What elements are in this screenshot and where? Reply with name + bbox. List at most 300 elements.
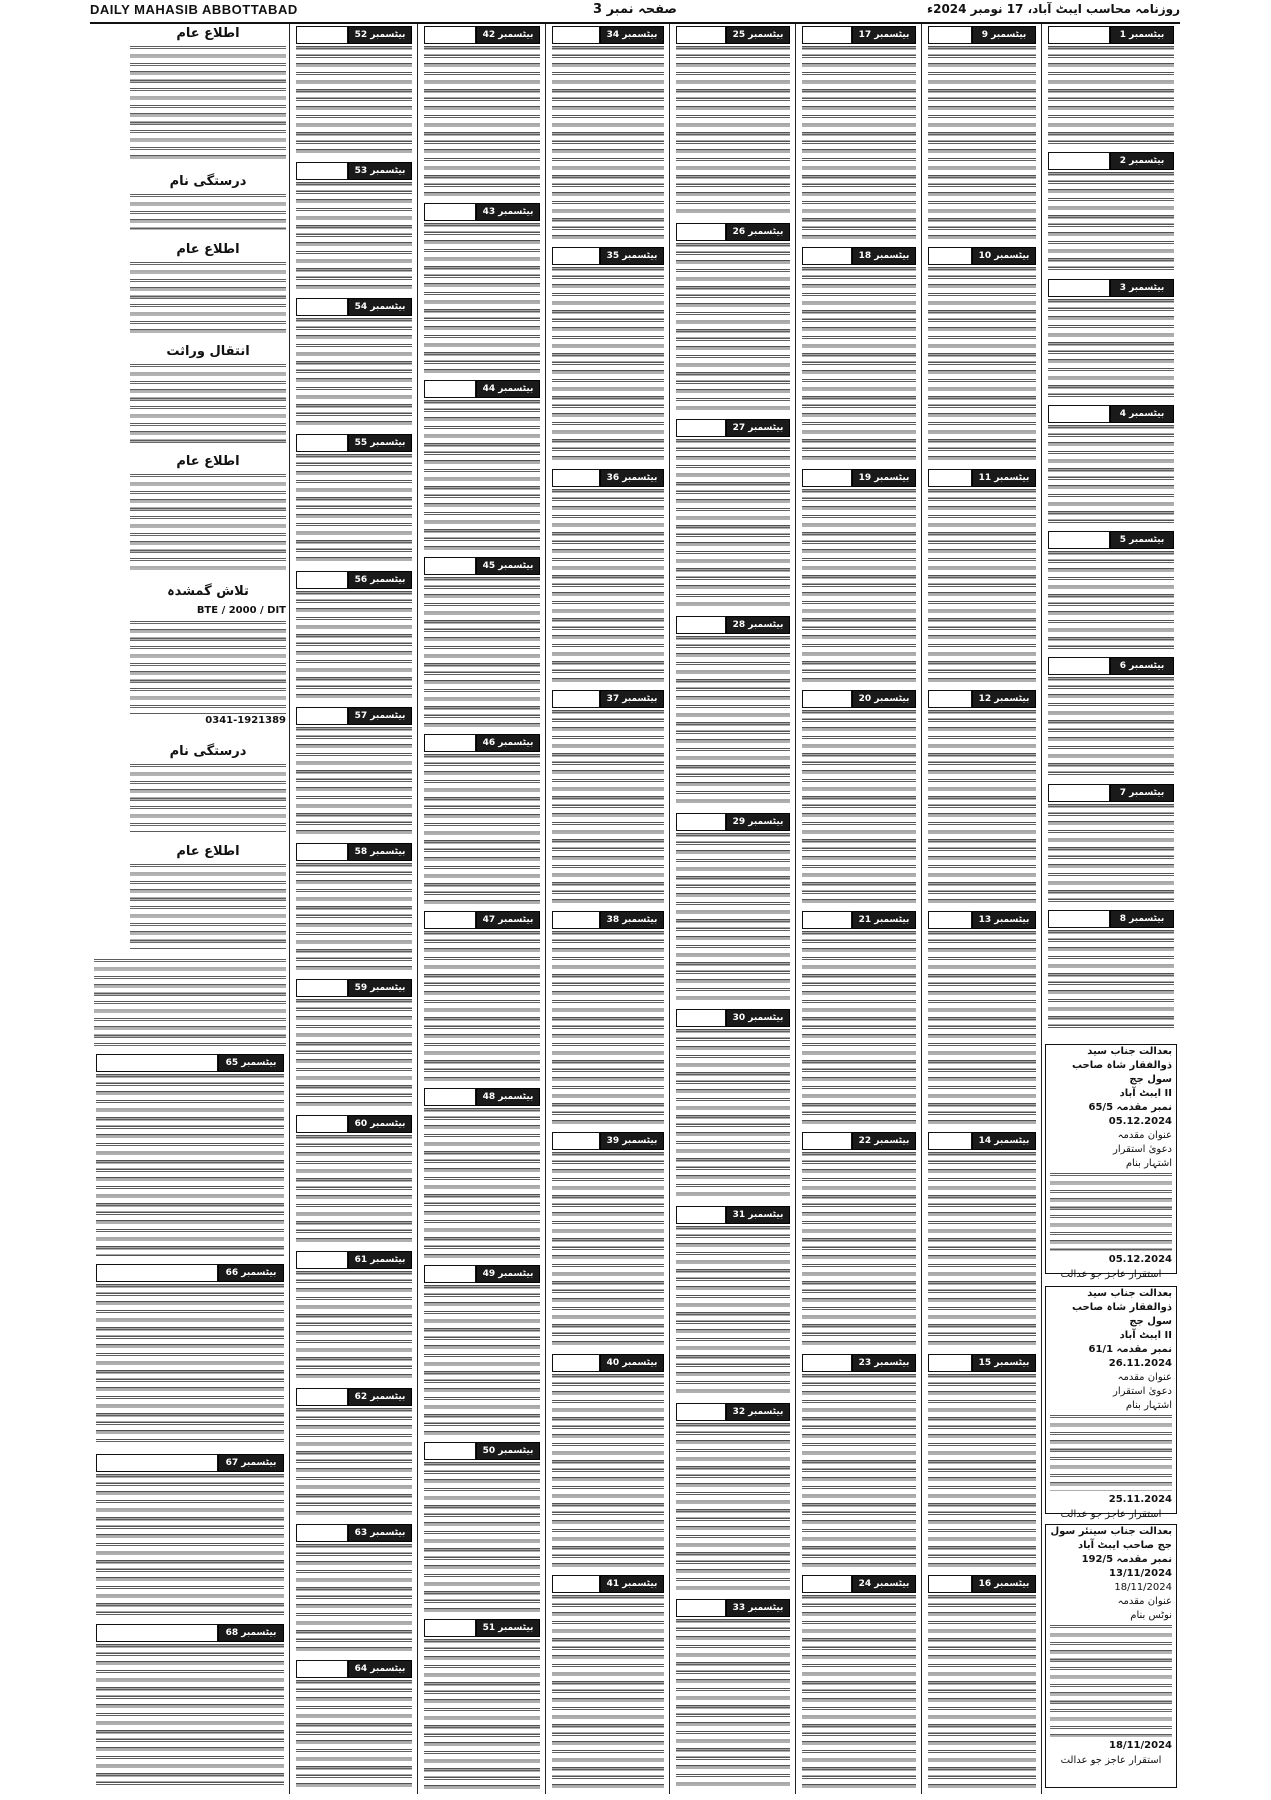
notice-body-text (296, 863, 412, 973)
notice-body-text (802, 46, 916, 241)
classified-notice (802, 1354, 916, 1571)
notice-body-text (424, 46, 540, 197)
notice-body-text (1048, 930, 1174, 1030)
court-line: دعویٰ استقرار (1113, 1386, 1172, 1397)
notice-frame (424, 1442, 476, 1460)
classified-notice (928, 690, 1036, 907)
notice-frame (928, 911, 972, 929)
notice-label: بیٹسمبر 65 (218, 1054, 284, 1072)
notice-label: بیٹسمبر 3 (1110, 279, 1174, 297)
notice-frame (802, 247, 852, 265)
notice-label: بیٹسمبر 31 (726, 1206, 790, 1224)
court-line: عنوان مقدمہ (1117, 1130, 1172, 1141)
notice-frame (552, 1132, 600, 1150)
notice-header (424, 1442, 540, 1460)
notice-body-text (928, 1595, 1036, 1790)
notice-header (424, 1265, 540, 1283)
notice-frame (296, 162, 348, 180)
notice-label: بیٹسمبر 29 (726, 813, 790, 831)
notice-heading: اطلاع عام (176, 454, 240, 469)
notice-frame (424, 557, 476, 575)
notice-frame (296, 298, 348, 316)
court-date: 18/11/2024 (1109, 1740, 1172, 1751)
notice-frame (96, 1624, 218, 1642)
notice-header (1048, 657, 1174, 675)
classified-notice (424, 911, 540, 1084)
notice-frame (552, 1354, 600, 1372)
classified-notice (802, 911, 916, 1128)
notice-header (676, 26, 790, 44)
classified-notice (424, 1265, 540, 1438)
notice-text (130, 604, 286, 730)
notice-body-text (676, 1423, 790, 1594)
notice-frame (676, 1403, 726, 1421)
classified-notice (1048, 26, 1174, 148)
notice-header (676, 223, 790, 241)
notice-label: بیٹسمبر 23 (852, 1354, 916, 1372)
notice-header (1048, 531, 1174, 549)
notice-body-text (96, 1474, 284, 1617)
classified-notice (928, 1575, 1036, 1792)
notice-text (130, 474, 286, 572)
court-date: 25.11.2024 (1108, 1494, 1172, 1505)
notice-header (802, 247, 916, 265)
notice-body-text (552, 1152, 664, 1347)
notice-frame (802, 1132, 852, 1150)
notice-body-text (424, 1462, 540, 1613)
notice-body-text (676, 243, 790, 414)
classified-notice (296, 1115, 412, 1247)
court-heading: بعدالت جناب سید ذوالفقار شاہ صاحب سول جج (1071, 1046, 1172, 1085)
notice-label: بیٹسمبر 1 (1110, 26, 1174, 44)
notice-frame (928, 1575, 972, 1593)
classified-notice (552, 911, 664, 1128)
court-subheading: II ایبٹ آباد (1119, 1330, 1172, 1341)
notice-label: بیٹسمبر 2 (1110, 152, 1174, 170)
notice-body-text (928, 46, 1036, 241)
classified-notice (424, 734, 540, 907)
notice-text (130, 364, 286, 444)
notice-body-text (802, 1374, 916, 1569)
notice-label: بیٹسمبر 27 (726, 419, 790, 437)
classified-notice (296, 26, 412, 158)
court-line: 18/11/2024 (1114, 1582, 1172, 1593)
classified-notice (928, 1132, 1036, 1349)
notice-header (424, 380, 540, 398)
classified-notice (676, 1599, 790, 1792)
classified-notice (928, 1354, 1036, 1571)
notice-body-text (424, 223, 540, 374)
notice-frame (424, 734, 476, 752)
notice-text (130, 262, 286, 334)
notice-body-text (552, 1374, 664, 1569)
notice-header (424, 734, 540, 752)
classified-notice (1048, 531, 1174, 653)
classified-notice (296, 1660, 412, 1792)
notice-header (296, 1115, 412, 1133)
notice-label: بیٹسمبر 44 (476, 380, 540, 398)
classified-notice (676, 813, 790, 1006)
classified-notice (552, 1575, 664, 1792)
notice-frame (1048, 531, 1110, 549)
notice-label: بیٹسمبر 33 (726, 1599, 790, 1617)
notice-label: بیٹسمبر 52 (348, 26, 412, 44)
notice-body-text (928, 267, 1036, 462)
notice-frame (296, 1115, 348, 1133)
classified-notice (802, 247, 916, 464)
notice-header (96, 1624, 284, 1642)
notice-label: بیٹسمبر 47 (476, 911, 540, 929)
notice-header (424, 1088, 540, 1106)
notice-frame (424, 1619, 476, 1637)
court-line: دعویٰ استقرار (1113, 1144, 1172, 1155)
column-c4 (669, 24, 796, 1794)
masthead (90, 0, 1180, 24)
notice-label: بیٹسمبر 32 (726, 1403, 790, 1421)
notice-frame (1048, 910, 1110, 928)
notice-body-text (296, 591, 412, 701)
notice-label: بیٹسمبر 61 (348, 1251, 412, 1269)
notice-header (928, 1354, 1036, 1372)
notice-label: بیٹسمبر 53 (348, 162, 412, 180)
notice-header (802, 1132, 916, 1150)
notice-body-text (424, 577, 540, 728)
notice-header (424, 26, 540, 44)
notice-frame (552, 247, 600, 265)
notice-text (130, 764, 286, 832)
notice-frame (296, 1251, 348, 1269)
notice-frame (552, 1575, 600, 1593)
notice-label: بیٹسمبر 41 (600, 1575, 664, 1593)
notice-label: بیٹسمبر 54 (348, 298, 412, 316)
classified-page (90, 24, 1180, 1794)
classified-notice (1048, 657, 1174, 779)
notice-header (552, 1575, 664, 1593)
notice-frame (96, 1054, 218, 1072)
classified-notice (296, 979, 412, 1111)
column-c3 (795, 24, 922, 1794)
classified-notice (296, 434, 412, 566)
notice-text (130, 194, 286, 230)
classified-notice (296, 843, 412, 975)
notice-header (296, 843, 412, 861)
notice-frame (552, 26, 600, 44)
notice-header (1048, 152, 1174, 170)
notice-frame (424, 380, 476, 398)
notice-frame (552, 469, 600, 487)
classified-notice (552, 1354, 664, 1571)
notice-label: بیٹسمبر 22 (852, 1132, 916, 1150)
classified-notice (676, 26, 790, 219)
classified-notice (552, 1132, 664, 1349)
notice-header (1048, 784, 1174, 802)
classified-notice (1048, 152, 1174, 274)
notice-frame (928, 690, 972, 708)
notice-frame (676, 223, 726, 241)
column-c7 (289, 24, 418, 1794)
notice-label: بیٹسمبر 15 (972, 1354, 1036, 1372)
classified-notice (676, 1403, 790, 1596)
notice-header (928, 26, 1036, 44)
notice-label: بیٹسمبر 50 (476, 1442, 540, 1460)
classified-notice (424, 557, 540, 730)
notice-label: بیٹسمبر 68 (218, 1624, 284, 1642)
notice-frame (802, 1575, 852, 1593)
classified-notice (1048, 279, 1174, 401)
reference-code: BTE / 2000 / DIT (130, 604, 286, 617)
phone-number: 0341-1921389 (130, 714, 286, 727)
notice-label: بیٹسمبر 67 (218, 1454, 284, 1472)
notice-header (296, 162, 412, 180)
notice-label: بیٹسمبر 62 (348, 1388, 412, 1406)
notice-header (676, 1403, 790, 1421)
classified-notice (676, 223, 790, 416)
notice-frame (928, 1354, 972, 1372)
court-line: اشتہار بنام (1125, 1400, 1172, 1411)
notice-header (424, 557, 540, 575)
notice-body-text (1048, 299, 1174, 399)
notice-header (1048, 910, 1174, 928)
notice-header (928, 247, 1036, 265)
notice-body-text (552, 267, 664, 462)
classified-notice (802, 469, 916, 686)
notice-label: بیٹسمبر 66 (218, 1264, 284, 1282)
notice-text (130, 864, 286, 950)
notice-frame (96, 1264, 218, 1282)
notice-body-text (552, 46, 664, 241)
notice-label: بیٹسمبر 55 (348, 434, 412, 452)
notice-body-text (1048, 425, 1174, 525)
notice-text (94, 959, 286, 1049)
court-stamp: استقرار عاجز جو عدالت (1060, 1509, 1162, 1520)
notice-header (552, 1132, 664, 1150)
notice-label: بیٹسمبر 57 (348, 707, 412, 725)
notice-frame (676, 1009, 726, 1027)
court-heading: بعدالت جناب سینئر سول جج صاحب ایبٹ آباد (1050, 1526, 1172, 1551)
notice-body-text (928, 1374, 1036, 1569)
notice-body-text (296, 182, 412, 292)
notice-header (676, 616, 790, 634)
notice-body-text (928, 1152, 1036, 1347)
notice-label: بیٹسمبر 14 (972, 1132, 1036, 1150)
notice-frame (802, 1354, 852, 1372)
notice-label: بیٹسمبر 34 (600, 26, 664, 44)
notice-label: بیٹسمبر 26 (726, 223, 790, 241)
notice-header (1048, 26, 1174, 44)
notice-header (676, 1206, 790, 1224)
notice-body-text (676, 636, 790, 807)
notice-header (424, 203, 540, 221)
notice-label: بیٹسمبر 48 (476, 1088, 540, 1106)
notice-label: بیٹسمبر 49 (476, 1265, 540, 1283)
issue-date: روزنامہ محاسب ایبٹ آباد، 17 نومبر 2024ء (926, 2, 1180, 16)
notice-label: بیٹسمبر 11 (972, 469, 1036, 487)
notice-header (552, 911, 664, 929)
court-line: اشتہار بنام (1125, 1158, 1172, 1169)
notice-header (296, 1251, 412, 1269)
notice-frame (1048, 657, 1110, 675)
hearing-date: 05.12.2024 (1108, 1116, 1172, 1127)
notice-label: بیٹسمبر 5 (1110, 531, 1174, 549)
classified-notice (296, 571, 412, 703)
column-c1 (1041, 24, 1180, 1794)
notice-frame (802, 690, 852, 708)
classified-notice (676, 419, 790, 612)
court-body-text (1050, 1415, 1172, 1491)
notice-body-text (296, 1135, 412, 1245)
notice-label: بیٹسمبر 45 (476, 557, 540, 575)
notice-body-text (424, 400, 540, 551)
notice-header (676, 813, 790, 831)
column-c2 (921, 24, 1042, 1794)
notice-body-text (424, 754, 540, 905)
page-number: صفحہ نمبر 3 (593, 2, 677, 17)
notice-body-text (802, 710, 916, 905)
notice-label: بیٹسمبر 63 (348, 1524, 412, 1542)
notice-heading: انتقال وراثت (166, 344, 250, 359)
notice-label: بیٹسمبر 7 (1110, 784, 1174, 802)
notice-header (552, 26, 664, 44)
notice-frame (676, 1206, 726, 1224)
notice-frame (424, 1265, 476, 1283)
classified-notice (552, 26, 664, 243)
notice-body-text (296, 318, 412, 428)
notice-frame (296, 979, 348, 997)
notice-frame (1048, 26, 1110, 44)
hearing-date: 13/11/2024 (1109, 1568, 1172, 1579)
notice-text (130, 46, 286, 162)
classified-notice (1048, 784, 1174, 906)
notice-body-text (802, 489, 916, 684)
notice-body-text (424, 931, 540, 1082)
classified-notice (424, 1442, 540, 1615)
court-line: نوٹس بنام (1130, 1610, 1172, 1621)
notice-body-text (1048, 46, 1174, 146)
classified-notice (802, 26, 916, 243)
classified-notice (296, 298, 412, 430)
notice-frame (424, 203, 476, 221)
notice-header (296, 979, 412, 997)
notice-body-text (928, 931, 1036, 1126)
notice-label: بیٹسمبر 6 (1110, 657, 1174, 675)
notice-label: بیٹسمبر 56 (348, 571, 412, 589)
notice-frame (1048, 784, 1110, 802)
column-c5 (545, 24, 670, 1794)
court-line: عنوان مقدمہ (1117, 1596, 1172, 1607)
case-number: نمبر مقدمہ 192/5 (1081, 1554, 1172, 1565)
notice-body-text (802, 267, 916, 462)
classified-notice (676, 1009, 790, 1202)
notice-header (96, 1454, 284, 1472)
notice-frame (802, 26, 852, 44)
notice-header (928, 1575, 1036, 1593)
notice-frame (802, 469, 852, 487)
notice-frame (96, 1454, 218, 1472)
court-heading: بعدالت جناب سید ذوالفقار شاہ صاحب سول جج (1071, 1288, 1172, 1327)
notice-label: بیٹسمبر 40 (600, 1354, 664, 1372)
court-notice (1045, 1044, 1177, 1280)
notice-header (676, 1599, 790, 1617)
case-number: نمبر مقدمہ 61/1 (1088, 1344, 1172, 1355)
notice-heading: درستگی نام (169, 174, 247, 189)
court-line: عنوان مقدمہ (1117, 1372, 1172, 1383)
notice-body-text (296, 1271, 412, 1381)
notice-body-text (1048, 172, 1174, 272)
column-c8 (90, 24, 290, 1794)
classified-notice (296, 1251, 412, 1383)
notice-frame (296, 1524, 348, 1542)
notice-header (928, 690, 1036, 708)
notice-body-text (96, 1074, 284, 1257)
notice-header (802, 690, 916, 708)
notice-body-text (424, 1639, 540, 1790)
notice-header (802, 469, 916, 487)
notice-body-text (96, 1644, 284, 1787)
classified-notice (296, 1388, 412, 1520)
notice-heading: اطلاع عام (176, 26, 240, 41)
classified-notice (928, 26, 1036, 243)
notice-header (296, 434, 412, 452)
hearing-date: 26.11.2024 (1108, 1358, 1172, 1369)
notice-label: بیٹسمبر 17 (852, 26, 916, 44)
classified-notice (424, 380, 540, 553)
classified-notice (1048, 405, 1174, 527)
notice-heading: درستگی نام (169, 744, 247, 759)
notice-frame (928, 26, 972, 44)
notice-frame (296, 26, 348, 44)
notice-header (296, 571, 412, 589)
notice-frame (552, 911, 600, 929)
notice-header (802, 1575, 916, 1593)
notice-body-text (928, 489, 1036, 684)
notice-frame (424, 911, 476, 929)
notice-body-text (296, 46, 412, 156)
notice-heading: اطلاع عام (176, 242, 240, 257)
notice-label: بیٹسمبر 39 (600, 1132, 664, 1150)
notice-label: بیٹسمبر 59 (348, 979, 412, 997)
notice-label: بیٹسمبر 25 (726, 26, 790, 44)
notice-label: بیٹسمبر 60 (348, 1115, 412, 1133)
notice-frame (676, 813, 726, 831)
notice-header (1048, 279, 1174, 297)
notice-body-text (676, 439, 790, 610)
classified-notice (296, 162, 412, 294)
notice-header (802, 1354, 916, 1372)
notice-label: بیٹسمبر 10 (972, 247, 1036, 265)
notice-label: بیٹسمبر 30 (726, 1009, 790, 1027)
notice-header (552, 690, 664, 708)
notice-label: بیٹسمبر 42 (476, 26, 540, 44)
notice-body-text (296, 1544, 412, 1654)
court-stamp: استقرار عاجز جو عدالت (1060, 1755, 1162, 1766)
classified-notice (928, 911, 1036, 1128)
classified-notice (296, 1524, 412, 1656)
notice-frame (424, 26, 476, 44)
notice-frame (552, 690, 600, 708)
notice-frame (1048, 405, 1110, 423)
classified-notice (928, 247, 1036, 464)
notice-label: بیٹسمبر 51 (476, 1619, 540, 1637)
court-body-text (1050, 1173, 1172, 1251)
notice-body-text (296, 727, 412, 837)
notice-label: بیٹسمبر 9 (972, 26, 1036, 44)
notice-frame (928, 469, 972, 487)
court-date: 05.12.2024 (1108, 1254, 1172, 1265)
notice-label: بیٹسمبر 24 (852, 1575, 916, 1593)
notice-label: بیٹسمبر 43 (476, 203, 540, 221)
classified-notice (802, 1575, 916, 1792)
notice-label: بیٹسمبر 13 (972, 911, 1036, 929)
